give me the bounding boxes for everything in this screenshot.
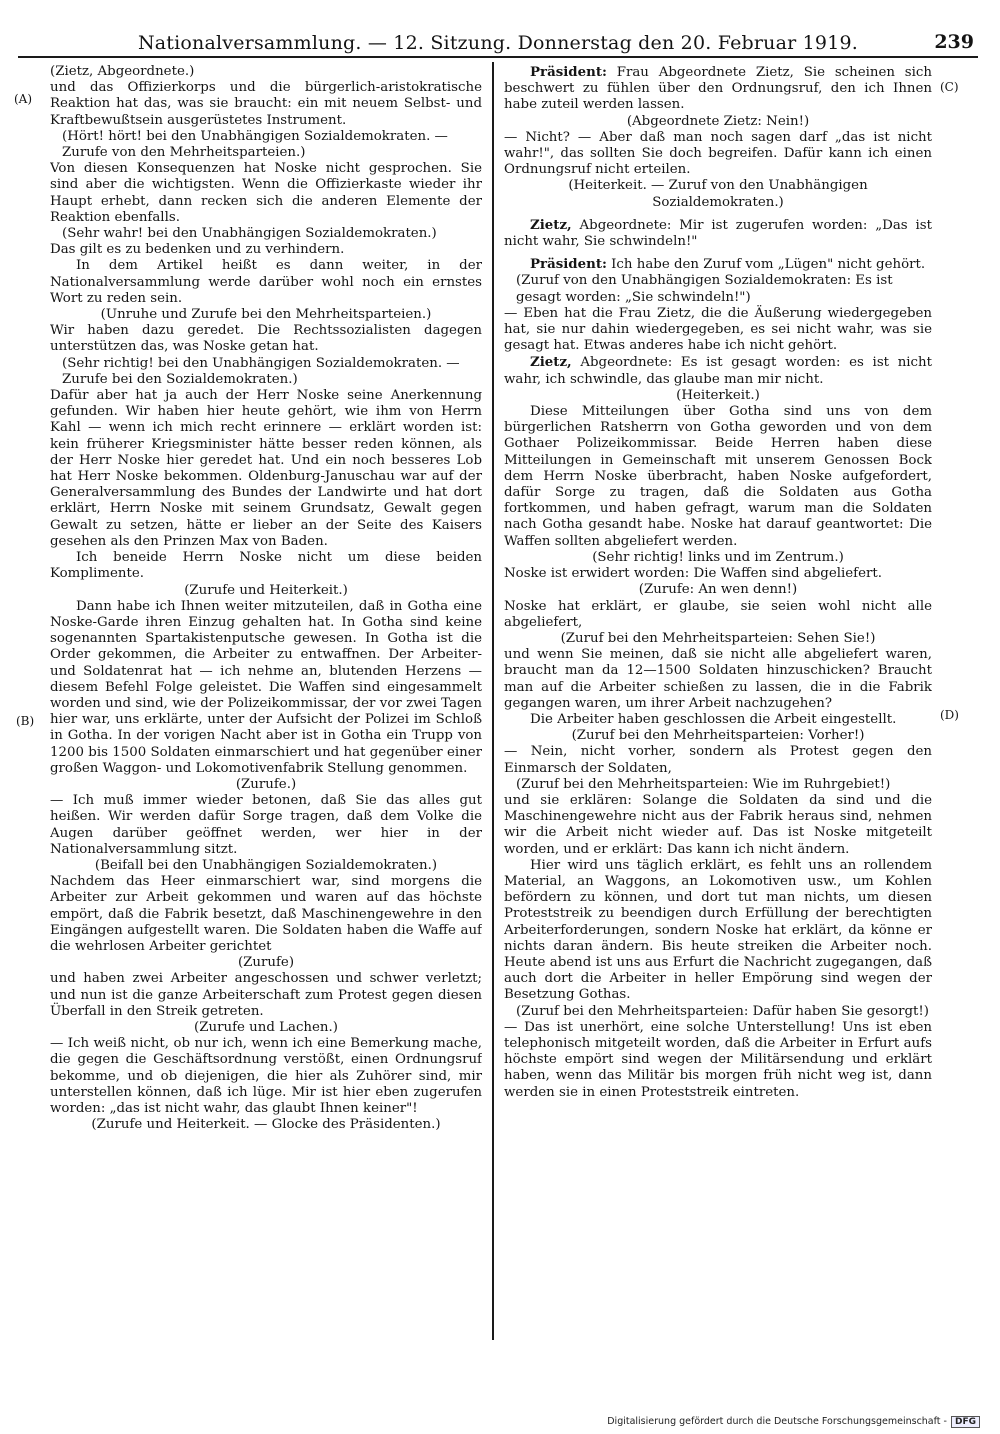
interjection: (Zurufe und Heiterkeit.) <box>184 582 348 598</box>
column-divider <box>492 62 494 1340</box>
paragraph: Wir haben dazu geredet. Die Rechtssozialisten dagegen unterstützen das, was Noske getan hat. <box>50 323 482 355</box>
paragraph: Nachdem das Heer einmarschiert war, sind morgens die Arbeiter zur Arbeit gekommen und waren auf das höchste empört, daß die Fabrik besetzt, daß Maschinengewehre in den Eingängen aufgestellt waren. Die Soldaten haben die Waffe auf die wehrlosen Arbeiter gerichtet <box>50 874 482 954</box>
paragraph: — Eben hat die Frau Zietz, die die Äußerung wiedergegeben hat, sie nur dahin wiedergegeben, es sei nicht wahr, was sie gesagt hat. Etwas anderes habe ich nicht gehört. <box>504 305 932 354</box>
speaker-name: Präsident: <box>530 64 607 80</box>
interjection: (Zuruf bei den Mehrheitsparteien: Vorher!) <box>571 728 865 744</box>
interjection: (Sehr wahr! bei den Unabhängigen Sozialdemokraten.) <box>62 226 437 242</box>
paragraph: — Das ist unerhört, eine solche Unterstellung! Uns ist eben telephonisch mitgeteilt worden, daß die Arbeiter in Erfurt aufs höchste empört sind wegen der Militärsendung und erklärt haben, wenn das Militär bis morgen früh nicht weg ist, dann werden sie in einen Proteststreik eintreten. <box>504 1019 932 1100</box>
speech-text: Abgeordnete: Mir ist zugerufen worden: „Das ist nicht wahr, Sie schwindeln!" <box>504 217 932 250</box>
paragraph: Noske ist erwidert worden: Die Waffen sind abgeliefert. <box>504 566 882 582</box>
paragraph: und sie erklären: Solange die Soldaten da sind und die Maschinengewehre nicht aus der Fabrik heraus sind, nehmen wir die Arbeit nicht wieder auf. Das ist Noske mitgeteilt worden, und er erklärt: Das kann ich nicht ändern. <box>504 792 932 857</box>
interjection: (Heiterkeit. — Zuruf von den Unabhängigen Sozialdemokraten.) <box>568 178 868 210</box>
paragraph: In dem Artikel heißt es dann weiter, in der Nationalversammlung werde darüber wohl noch ein ernstes Wort zu reden sein. <box>50 258 482 306</box>
page-number: 239 <box>934 31 974 53</box>
speech-text: Abgeordnete: Es ist gesagt worden: es ist nicht wahr, ich schwindle, das glaube man mir nicht. <box>504 355 932 387</box>
speaker-name: Zietz, <box>530 354 572 371</box>
margin-marker-d: (D) <box>940 708 959 722</box>
interjection: (Zurufe und Heiterkeit. — Glocke des Präsidenten.) <box>91 1117 441 1133</box>
paragraph: — Ich weiß nicht, ob nur ich, wenn ich eine Bemerkung mache, die gegen die Geschäftsordnung verstößt, einen Ordnungsruf bekomme, und ob diejenigen, die hier als Zuhörer sind, mir unterstellen können, daß ich lüge. Mir ist hier eben zugerufen worden: „das ist nicht wahr, das glaubt Ihnen keiner"! <box>50 1036 482 1116</box>
margin-marker-a: (A) <box>14 92 33 106</box>
left-column <box>50 64 482 1336</box>
paragraph: — Nicht? — Aber daß man noch sagen darf „das ist nicht wahr!", das sollten Sie doch begreifen. Dafür kann ich einen Ordnungsruf nicht erteilen. <box>504 129 932 178</box>
paragraph: Dafür aber hat ja auch der Herr Noske seine Anerkennung gefunden. Wir haben hier heute gehört, wie ihm von Herrn Kahl — wenn ich mich recht erinnere — erklärt worden ist: kein früherer Kriegsminister hätte besser reden können, als der Herr Noske hier geredet hat. Und ein noch besseres Lob hat Herr Noske bekommen. Oldenburg-Januschau war auf der Generalversammlung des Bundes der Landwirte und hat dort erklärt, Herrn Noske mit seinem Grundsatz, Gewalt gegen Gewalt zu setzen, hätte er lieber an der Seite des Kaisers gesehen als den Prinzen Max von Baden. <box>50 388 482 549</box>
paragraph: — Ich muß immer wieder betonen, daß Sie das alles gut heißen. Wir werden dafür Sorge tragen, daß dem Volke die Augen darüber geöffnet werden, wer hier in der Nationalversammlung sitzt. <box>50 793 482 857</box>
margin-marker-c: (C) <box>940 80 959 94</box>
interjection: (Heiterkeit.) <box>676 387 760 403</box>
paragraph: Hier wird uns täglich erklärt, es fehlt uns an rollendem Material, an Waggons, an Lokomotiven usw., um Kohlen befördern zu können, und dort tut man nichts, um diesen Proteststreik zu beendigen durch Erfüllung der berechtigten Arbeiterforderungen, sondern Noske hat erklärt, da könne er nichts daran ändern. Bis heute streiken die Arbeiter noch. Heute abend ist uns aus Erfurt die Nachricht zugegangen, daß auch dort die Arbeiter in heller Empörung sind wegen der Besetzung Gothas. <box>504 857 932 1003</box>
interjection: (Zuruf bei den Mehrheitsparteien: Sehen Sie!) <box>560 630 876 646</box>
interjection: (Zuruf bei den Mehrheitsparteien: Wie im Ruhrgebiet!) <box>516 776 891 792</box>
interjection: (Zuruf von den Unabhängigen Sozialdemokraten: Es ist gesagt worden: „Sie schwindeln!") <box>516 273 893 305</box>
paragraph: Von diesen Konsequenzen hat Noske nicht gesprochen. Sie sind aber die wichtigsten. Wenn die Offizierkaste wieder ihr Haupt erhebt, dann recken sich die anderen Elemente der Reaktion ebenfalls. <box>50 161 482 225</box>
interjection: (Abgeordnete Zietz: Nein!) <box>626 113 810 129</box>
footer-credit <box>607 1416 980 1428</box>
interjection: (Zurufe.) <box>235 776 297 792</box>
interjection: (Hört! hört! bei den Unabhängigen Sozialdemokraten. — Zurufe von den Mehrheitsparteien.) <box>62 128 448 161</box>
speaker-name: Präsident: <box>530 256 607 273</box>
paragraph: und das Offizierkorps und die bürgerlich-aristokratische Reaktion hat das, was sie braucht: ein mit neuem Selbst- und Kraftbewußtsein ausgerüstetes Instrument. <box>50 80 482 128</box>
dfg-logo: DFG <box>951 1416 980 1428</box>
interjection: (Zurufe: An wen denn!) <box>638 582 798 598</box>
paragraph: und wenn Sie meinen, daß sie nicht alle abgeliefert waren, braucht man da 12—1500 Soldaten hinzuschicken? Braucht man auf die Arbeiter schießen zu lassen, die in die Fabrik gegangen waren, um ihrer Arbeit nachzugehen? <box>504 647 932 711</box>
interjection: (Sehr richtig! bei den Unabhängigen Sozialdemokraten. — Zurufe bei den Sozialdemokraten.) <box>62 355 460 387</box>
speaker-name: Zietz, <box>530 216 572 233</box>
paragraph: Noske hat erklärt, er glaube, sie seien wohl nicht alle abgeliefert, <box>504 598 932 630</box>
interjection: (Sehr richtig! links und im Zentrum.) <box>592 549 844 565</box>
margin-marker-b: (B) <box>16 714 35 728</box>
paragraph: und haben zwei Arbeiter angeschossen und schwer verletzt; und nun ist die ganze Arbeiterschaft zum Protest gegen diesen Überfall in den Streik getreten. <box>50 971 482 1019</box>
paragraph: Das gilt es zu bedenken und zu verhindern. <box>50 242 345 258</box>
speech-text: Frau Abgeordnete Zietz, Sie scheinen sich beschwert zu fühlen über den Ordnungsruf, den ich Ihnen habe zuteil werden lassen. <box>504 65 932 113</box>
interjection: (Beifall bei den Unabhängigen Sozialdemokraten.) <box>94 857 438 873</box>
page-header <box>18 30 978 58</box>
right-column <box>504 64 932 1336</box>
paragraph: Dann habe ich Ihnen weiter mitzuteilen, daß in Gotha eine Noske-Garde ihren Einzug gehalten hat. In Gotha sind keine sogenannten Spartakistenputsche gewesen. In Gotha ist die Order gekommen, die Arbeiter zu entwaffnen. Der Arbeiter- und Soldatenrat hat — ich nehme an, blutenden Herzens — diesem Befehl Folge geleistet. Die Waffen sind eingesammelt worden und sind, wie der Polizeikommissar, der vor zwei Tagen hier war, uns erklärte, unter der Aufsicht der Polizei im Schloß in Gotha. In der vorigen Nacht aber ist in Gotha ein Trupp von 1200 bis 1500 Soldaten einmarschiert und hat gegenüber einer großen Waggon- und Lokomotivenfabrik Stellung genommen. <box>50 598 482 776</box>
header-title: Nationalversammlung. — 12. Sitzung. Donnerstag den 20. Februar 1919. <box>137 32 859 54</box>
speech-text: Ich habe den Zuruf vom „Lügen" nicht gehört. <box>611 257 926 273</box>
speech-zietz <box>504 354 932 387</box>
speaker-tag: (Zietz, Abgeordnete.) <box>50 64 195 79</box>
paragraph: — Nein, nicht vorher, sondern als Protest gegen den Einmarsch der Soldaten, <box>504 744 932 776</box>
interjection: (Unruhe und Zurufe bei den Mehrheitsparteien.) <box>100 307 432 323</box>
interjection: (Zurufe) <box>237 955 295 971</box>
speech-president <box>504 64 932 114</box>
paragraph: Ich beneide Herrn Noske nicht um diese beiden Komplimente. <box>50 550 482 582</box>
paragraph: Diese Mitteilungen über Gotha sind uns von dem bürgerlichen Ratsherrn von Gotha geworden und von dem Gothaer Polizeikommissar. Beide Herren haben diese Mitteilungen in Gemeinschaft mit unserem Genossen Bock dem Herrn Noske überbracht, haben Noske aufgefordert, dafür Sorge zu tragen, daß die Soldaten aus Gotha fortkommen, und haben gefragt, warum man die Soldaten nach Gotha gesandt habe. Noske hat darauf geantwortet: Die Waffen sollten abgeliefert werden. <box>504 404 932 549</box>
interjection: (Zurufe und Lachen.) <box>194 1019 338 1035</box>
interjection: (Zuruf bei den Mehrheitsparteien: Dafür haben Sie gesorgt!) <box>516 1003 929 1019</box>
paragraph: Die Arbeiter haben geschlossen die Arbeit eingestellt. <box>530 711 897 727</box>
speech-president <box>504 256 932 273</box>
speech-zietz <box>504 217 932 250</box>
footer-text: Digitalisierung gefördert durch die Deutsche Forschungsgemeinschaft - <box>607 1416 947 1427</box>
